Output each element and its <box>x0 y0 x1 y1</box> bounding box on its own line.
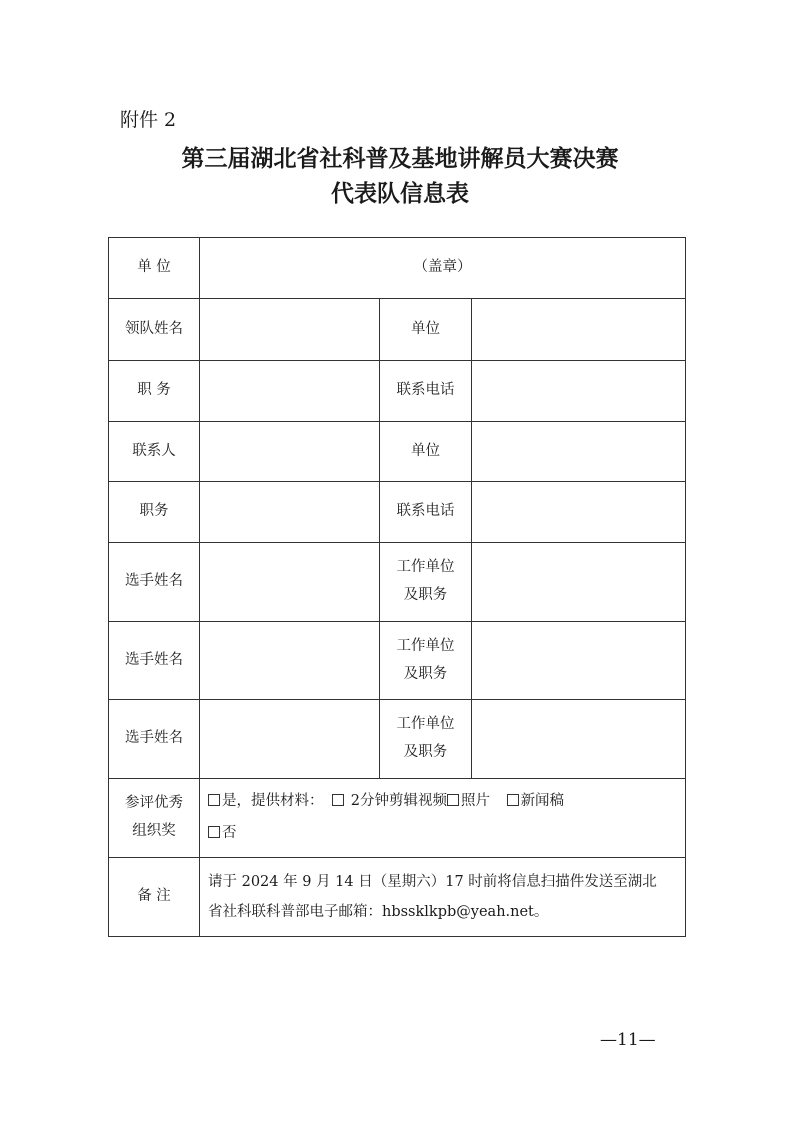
remarks-text <box>200 858 686 937</box>
table-row <box>109 700 686 779</box>
award-label <box>109 779 200 858</box>
page-number: —11— <box>600 1030 656 1050</box>
leader-position-field[interactable] <box>200 361 380 422</box>
unit-label: 单 位 <box>109 238 200 299</box>
position-text: 及职务 <box>403 665 448 682</box>
award-options <box>200 779 686 858</box>
contestant-name-field[interactable] <box>200 700 380 779</box>
work-unit-text: 工作单位 <box>396 716 455 733</box>
contestant-work-field[interactable] <box>472 622 686 700</box>
table-row <box>109 622 686 700</box>
contact-unit-label: 单位 <box>380 422 472 482</box>
team-info-form <box>108 237 686 937</box>
contestant-name-label: 选手姓名 <box>109 543 200 622</box>
contestant-name-label: 选手姓名 <box>109 622 200 700</box>
table-row <box>109 779 686 858</box>
contact-label: 联系人 <box>109 422 200 482</box>
contestant-name-field[interactable] <box>200 622 380 700</box>
remarks-line: 省社科联科普部电子邮箱：hbssklkpb@yeah.net。 <box>208 904 549 920</box>
contestant-name-label: 选手姓名 <box>109 700 200 779</box>
photo-option-label: 照片 <box>460 793 490 810</box>
contact-phone-label: 联系电话 <box>380 482 472 543</box>
unit-field[interactable] <box>200 238 686 299</box>
contact-name-field[interactable] <box>200 422 380 482</box>
news-option-label: 新闻稿 <box>520 793 565 810</box>
contestant-work-label <box>380 543 472 622</box>
contestant-work-label <box>380 622 472 700</box>
table-row <box>109 299 686 361</box>
contact-phone-field[interactable] <box>472 482 686 543</box>
award-label-line1: 参评优秀 <box>125 795 183 812</box>
contact-unit-field[interactable] <box>472 422 686 482</box>
leader-unit-field[interactable] <box>472 299 686 361</box>
no-option-label: 否 <box>222 825 237 841</box>
contestant-work-field[interactable] <box>472 700 686 779</box>
yes-option-label: 是，提供材料： <box>222 793 324 810</box>
table-row <box>109 482 686 543</box>
table-row <box>109 858 686 937</box>
seal-note: （盖章） <box>413 259 472 276</box>
table-row <box>109 422 686 482</box>
contestant-work-field[interactable] <box>472 543 686 622</box>
position-text: 及职务 <box>403 587 448 603</box>
yes-checkbox[interactable] <box>208 794 220 806</box>
contact-position-field[interactable] <box>200 482 380 543</box>
contact-position-label: 职务 <box>109 482 200 543</box>
table-row <box>109 361 686 422</box>
leader-phone-label: 联系电话 <box>380 361 472 422</box>
table-row <box>109 543 686 622</box>
no-checkbox[interactable] <box>208 826 220 838</box>
contestant-name-field[interactable] <box>200 543 380 622</box>
award-label-line2: 组织奖 <box>132 823 176 839</box>
video-option-label: 2分钟剪辑视频 <box>350 793 447 810</box>
leader-name-field[interactable] <box>200 299 380 361</box>
work-unit-text: 工作单位 <box>396 559 455 576</box>
page-subtitle: 代表队信息表 <box>331 181 469 207</box>
remarks-label: 备 注 <box>109 858 200 937</box>
video-checkbox[interactable] <box>332 794 344 806</box>
leader-name-label: 领队姓名 <box>109 299 200 361</box>
leader-phone-field[interactable] <box>472 361 686 422</box>
table-row <box>109 238 686 299</box>
news-checkbox[interactable] <box>507 794 519 806</box>
remarks-line: 请于 2024 年 9 月 14 日（星期六）17 时前将信息扫描件发送至湖北 <box>208 873 657 890</box>
contestant-work-label <box>380 700 472 779</box>
leader-position-label: 职 务 <box>109 361 200 422</box>
position-text: 及职务 <box>403 744 448 760</box>
work-unit-text: 工作单位 <box>396 637 455 654</box>
leader-unit-label: 单位 <box>380 299 472 361</box>
page-title: 第三届湖北省社科普及基地讲解员大赛决赛 <box>181 146 619 172</box>
attachment-label: 附件 2 <box>120 109 177 131</box>
photo-checkbox[interactable] <box>447 794 459 806</box>
